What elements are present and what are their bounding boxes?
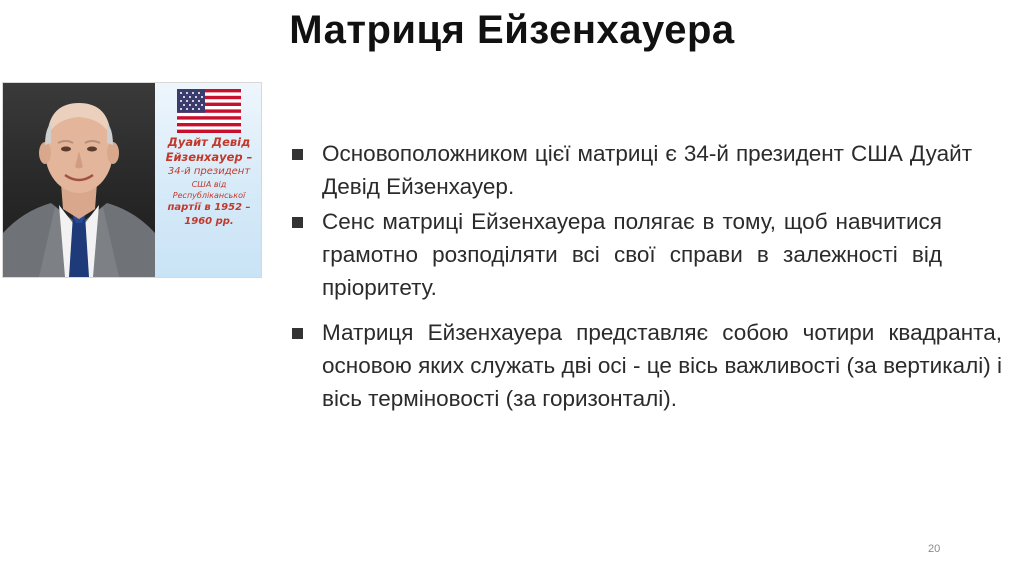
portrait-photo — [3, 83, 155, 277]
caption-line: Республіканської — [172, 191, 246, 200]
caption-line: 1960 рр. — [184, 216, 234, 227]
caption-name: Дуайт Девід Ейзенхауер – — [165, 135, 253, 164]
bullet-text: Сенс матриці Ейзенхауера полягає в тому, щоб навчитися грамотно розподіляти всі свої справи в залежності від пріоритету. — [322, 209, 942, 300]
caption-panel — [155, 83, 261, 277]
list-item — [286, 205, 942, 304]
portrait-illustration — [3, 83, 155, 277]
caption-line: партії в 1952 – — [167, 202, 251, 213]
caption-line: 34-й президент — [167, 166, 251, 177]
square-bullet-icon — [292, 149, 303, 160]
page-number: 20 — [928, 543, 941, 555]
caption-line: США від — [191, 180, 227, 189]
slide-title: Матриця Ейзенхауера — [289, 8, 735, 52]
list-item — [286, 316, 1002, 415]
bullet-list — [286, 137, 1002, 415]
square-bullet-icon — [292, 328, 303, 339]
list-item — [286, 137, 972, 203]
bullet-text: Основоположником цієї матриці є 34-й президент США Дуайт Девід Ейзенхауер. — [322, 141, 972, 199]
us-flag-icon — [177, 89, 241, 133]
portrait-caption — [159, 135, 259, 229]
bullet-text: Матриця Ейзенхауера представляє собою чотири квадранта, основою яких служать дві осі - це вісь важливості (за вертикалі) і вісь терміновості (за горизонталі). — [322, 320, 1002, 411]
portrait-card — [2, 82, 262, 278]
square-bullet-icon — [292, 217, 303, 228]
